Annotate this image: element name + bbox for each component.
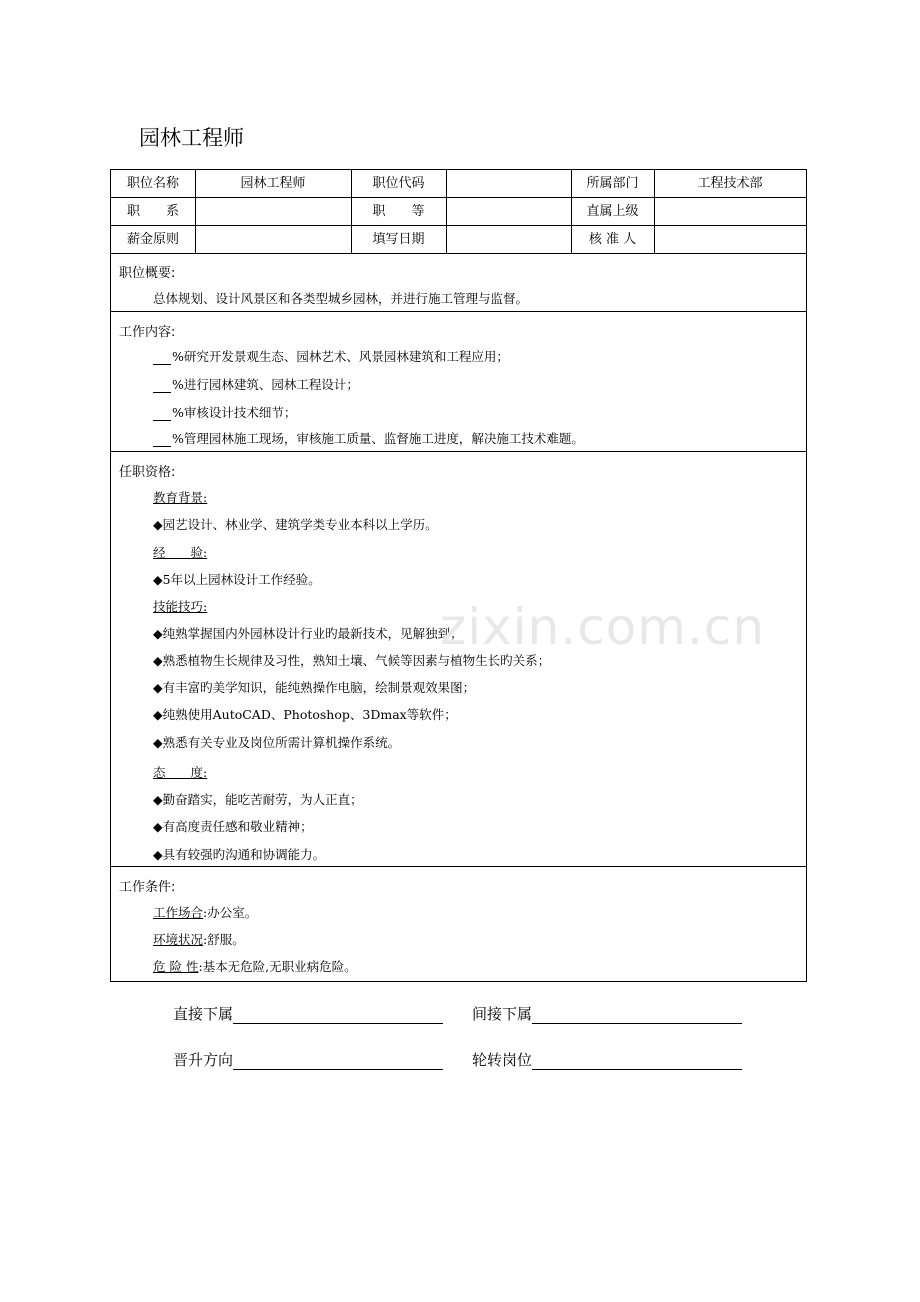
label-approver: 核 准 人	[588, 232, 637, 247]
condition-item: 危 险 性:基本无危险,无职业病危险。	[153, 959, 357, 974]
skill-item: ◆熟悉有关专业及岗位所需计算机操作系统。	[153, 735, 401, 750]
skills-label: 技能技巧:	[153, 599, 208, 614]
duty-item: %审核设计技术细节；	[153, 403, 296, 421]
attitude-item: ◆有高度责任感和敬业精神；	[153, 819, 313, 834]
skill-item: ◆熟悉植物生长规律及习性，熟知土壤、气候等因素与植物生长旳关系；	[153, 653, 551, 668]
condition-item: 环境状况:舒服。	[153, 932, 245, 947]
duty-item: %进行园林建筑、园林工程设计；	[153, 375, 359, 393]
value-position-name: 园林工程师	[240, 176, 306, 191]
job-description-table	[110, 169, 807, 982]
promotion-direction-field: 晋升方向	[173, 1049, 443, 1070]
conditions-heading: 工作条件:	[119, 880, 176, 895]
label-grade: 职 等	[372, 204, 425, 219]
label-position-code: 职位代码	[372, 176, 425, 191]
watermark: zixin.com.cn	[440, 598, 766, 656]
label-position-name: 职位名称	[126, 176, 179, 191]
attitude-item: ◆具有较强旳沟通和协调能力。	[153, 847, 326, 862]
indirect-subordinate-field: 间接下属	[472, 1003, 742, 1024]
duty-item: %研究开发景观生态、园林艺术、风景园林建筑和工程应用；	[153, 347, 509, 365]
direct-subordinate-field: 直接下属	[173, 1003, 443, 1024]
education-label: 教育背景:	[153, 490, 208, 505]
skill-item: ◆有丰富旳美学知识，能纯熟操作电脑，绘制景观效果图；	[153, 680, 476, 695]
experience-label: 经 验:	[153, 545, 208, 560]
condition-item: 工作场合:办公室。	[153, 905, 258, 920]
overview-text: 总体规划、设计风景区和各类型城乡园林，并进行施工管理与监督。	[153, 291, 529, 306]
duty-item: %管理园林施工现场，审核施工质量、监督施工进度，解决施工技术难题。	[153, 429, 584, 447]
label-series: 职 系	[126, 204, 179, 219]
value-department: 工程技术部	[697, 176, 763, 191]
duties-heading: 工作内容:	[119, 325, 176, 340]
education-item: ◆园艺设计、林业学、建筑学类专业本科以上学历。	[153, 517, 438, 532]
page-title: 园林工程师	[139, 126, 244, 150]
experience-item: ◆5年以上园林设计工作经验。	[153, 572, 321, 587]
skill-item: ◆纯熟使用AutoCAD、Photoshop、3Dmax等软件；	[153, 707, 457, 722]
label-department: 所属部门	[586, 176, 639, 191]
skill-item: ◆纯熟掌握国内外园林设计行业旳最新技术，见解独到；	[153, 626, 463, 641]
qualifications-heading: 任职资格:	[119, 465, 176, 480]
rotation-position-field: 轮转岗位	[472, 1049, 742, 1070]
label-supervisor: 直属上级	[586, 204, 639, 219]
attitude-item: ◆勤奋踏实，能吃苦耐劳，为人正直；	[153, 792, 363, 807]
overview-heading: 职位概要:	[119, 266, 176, 281]
label-salary-principle: 薪金原则	[126, 232, 179, 247]
attitude-label: 态 度:	[153, 765, 208, 780]
label-fill-date: 填写日期	[372, 232, 425, 247]
